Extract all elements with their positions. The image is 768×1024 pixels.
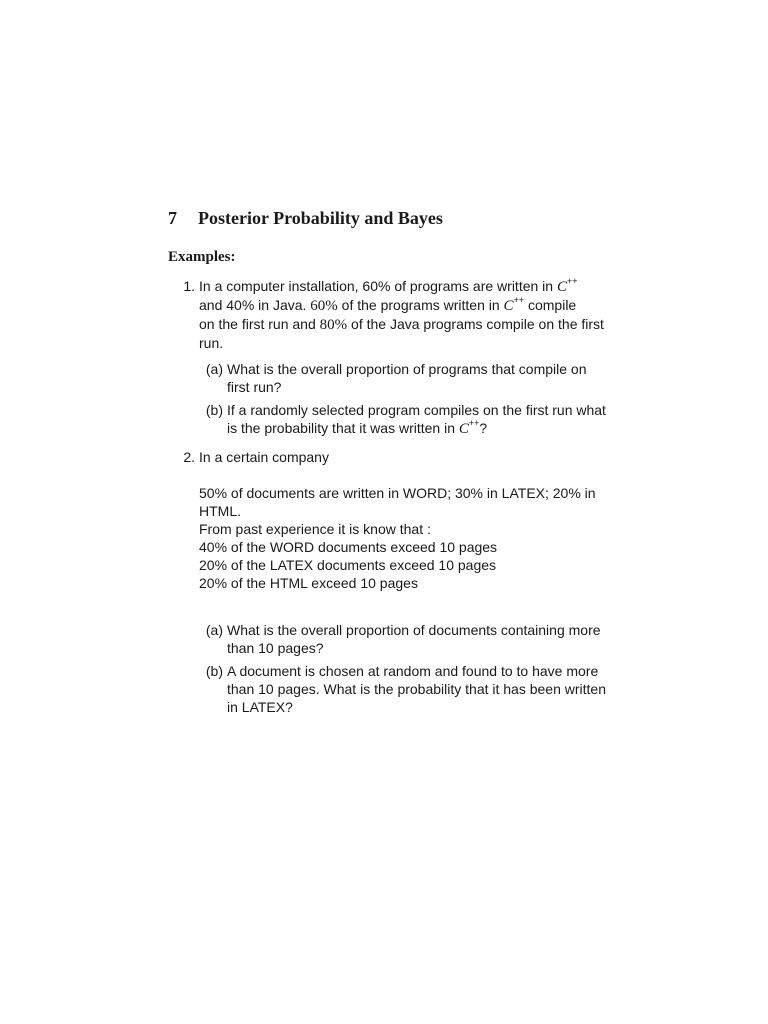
example-1-line-4: run. [199, 335, 224, 351]
para-line: 50% of documents are written in WORD; 30% in LATEX; 20% in [199, 485, 596, 501]
para-line: 20% of the LATEX documents exceed 10 pages [199, 557, 497, 573]
text-run: of the programs written in [337, 297, 504, 313]
math-percent: 60% [310, 298, 338, 314]
example-1-number: 1. [183, 278, 195, 294]
para-line: HTML. [199, 503, 241, 519]
section-title: Posterior Probability and Bayes [198, 208, 443, 228]
math-c: C [556, 279, 567, 295]
example-2-intro [199, 448, 601, 466]
para-line: 40% of the WORD documents exceed 10 pages [199, 539, 498, 555]
text-run: compile [524, 297, 577, 313]
example-1b-label: (b) [205, 402, 223, 418]
example-1-line-2 [199, 296, 601, 315]
intro-line: In a certain company [199, 449, 329, 465]
example-2b-text [227, 662, 607, 716]
math-sup: ++ [468, 418, 480, 428]
sub-line: If a randomly selected program compiles on the first run what [227, 402, 606, 418]
sub-line: in LATEX? [227, 699, 293, 715]
math-c: C [503, 298, 514, 314]
examples-label: Examples: [168, 249, 236, 265]
sub-line [227, 419, 600, 438]
text-run: on the first run and [199, 316, 320, 332]
example-2a-label: (a) [205, 622, 223, 638]
text-run: is the probability that it was written in [227, 420, 459, 436]
section-heading [168, 208, 443, 229]
math-sup: ++ [513, 295, 525, 305]
math-sup: ++ [566, 276, 578, 286]
sub-line: What is the overall proportion of programs that compile on [227, 361, 587, 377]
text-run: of the Java programs compile on the first [347, 316, 604, 332]
text-run: In a computer installation, 60% of programs are written in [199, 278, 557, 294]
sub-line: than 10 pages? [227, 640, 324, 656]
section-number: 7 [168, 208, 177, 228]
example-1-line-1 [199, 277, 601, 296]
math-percent: 80% [319, 317, 348, 333]
example-1-line-3 [199, 315, 604, 334]
sub-line: than 10 pages. What is the probability that it has been written [227, 681, 607, 697]
sub-line: first run? [227, 379, 282, 395]
example-2-paragraph [199, 484, 601, 592]
para-line: From past experience it is know that : [199, 521, 431, 537]
text-run: and 40% in Java. [199, 297, 311, 313]
example-1-text [199, 276, 604, 352]
example-2b-label: (b) [205, 663, 223, 679]
sub-line: What is the overall proportion of documents containing more [227, 622, 601, 638]
example-1a-label: (a) [205, 361, 223, 377]
example-1b-text [227, 401, 606, 438]
sub-line: A document is chosen at random and found to to have more [227, 663, 599, 679]
text-run: ? [479, 420, 488, 436]
para-line: 20% of the HTML exceed 10 pages [199, 575, 418, 591]
math-c: C [458, 421, 469, 437]
example-2-number: 2. [183, 449, 195, 465]
example-1a-text [227, 360, 600, 396]
example-2a-text [227, 621, 600, 657]
